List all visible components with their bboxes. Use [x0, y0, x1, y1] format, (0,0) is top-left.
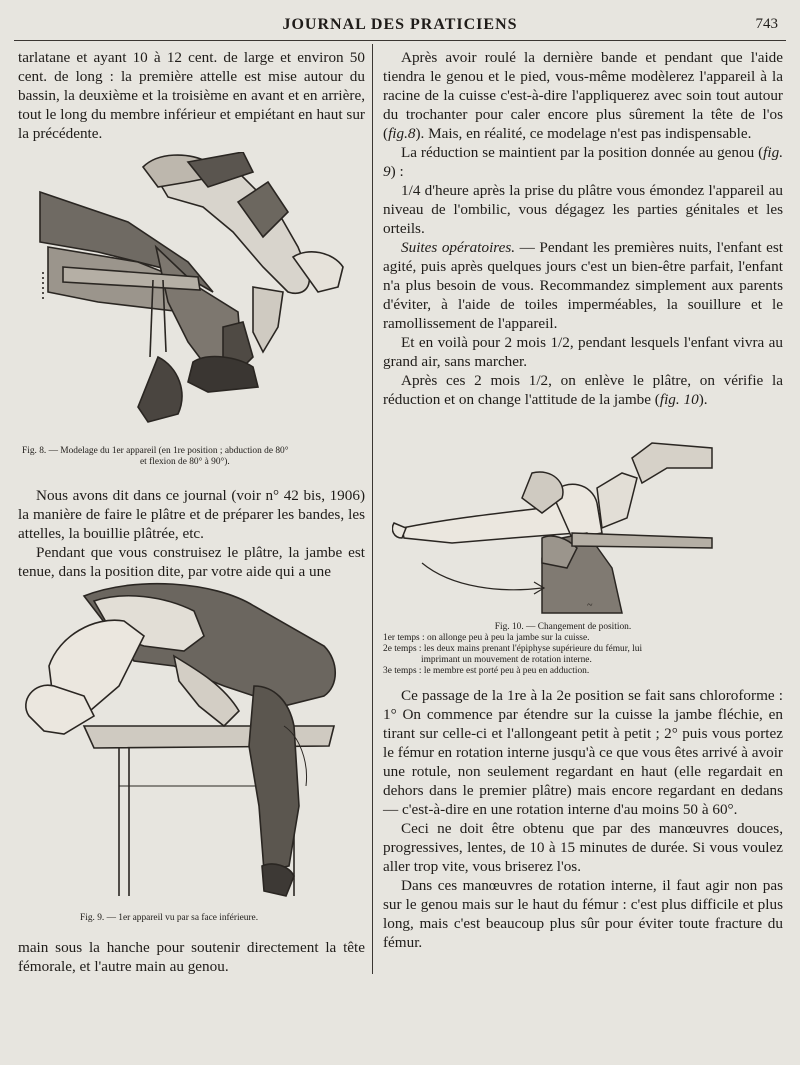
figure-10-caption-line-3: imprimant un mouvement de rotation interne.	[421, 655, 592, 665]
right-paragraph-4	[383, 238, 783, 333]
right-p6-text-a: Après ces 2 mois 1/2, on enlève le plâtre, on vérifie la réduction et on change l'attitude de la jambe (	[383, 372, 783, 408]
figure-10	[392, 438, 722, 618]
left-paragraph-4: main sous la hanche pour soutenir directement la tête fémorale, et l'autre main au genou.	[18, 939, 365, 975]
figure-10-illustration	[392, 438, 722, 618]
right-p1-fig-ref: fig.8	[388, 125, 416, 142]
figure-8-caption-line-2: et flexion de 80° à 90°).	[140, 457, 230, 467]
figure-10-signature: ~	[587, 600, 593, 611]
section-heading-suites: Suites opératoires.	[401, 239, 516, 256]
right-paragraph-6	[383, 371, 783, 409]
right-p4-text: — Pendant les premières nuits, l'enfant est agité, puis après quelques jours c'est un bien-être parfait, l'enfant n'a plus besoin de vous. Recommandez simplement aux parents d'éviter, à l'aide de toiles imperméables, la souillure et le ramollissement de l'appareil.	[383, 239, 783, 332]
journal-title: JOURNAL DES PRATICIENS	[282, 16, 518, 33]
page-number: 743	[755, 16, 778, 32]
figure-10-caption-title: Fig. 10. — Changement de position.	[494, 622, 632, 632]
right-paragraph-5: Et en voilà pour 2 mois 1/2, pendant lesquels l'enfant vivra au grand air, sans marcher.	[383, 334, 783, 370]
figure-10-caption	[383, 622, 783, 677]
figure-8-caption	[22, 446, 367, 468]
left-column-middle	[18, 486, 365, 581]
right-paragraph-1	[383, 48, 783, 143]
right-paragraph-7: Ce passage de la 1re à la 2e position se fait sans chloroforme : 1° On commence par étendre sur la cuisse la jambe fléchie, en tirant sur celle-ci et l'allongeant petit à petit ; 2° puis vous portez le fémur en rotation interne jusqu'à ce que vous êtes arrivé à avoir une rotule, non seulement regardant en haut (elle regardait en dehors dans le premier plâtre) mais encore regardant en dedans — c'est-à-dire en une rotation interne d'au moins 50 à 60°.	[383, 687, 783, 818]
column-divider	[372, 44, 373, 974]
right-p2-text-b: ) :	[390, 163, 404, 180]
right-p6-fig-ref: fig. 10	[659, 391, 699, 408]
figure-10-caption-line-4: 3e temps : le membre est porté peu à peu en adduction.	[383, 666, 590, 676]
right-paragraph-8: Ceci ne doit être obtenu que par des manœuvres douces, progressives, lentes, de 10 à 15 minutes de durée. Si vous voulez aller trop vite, vous briserez l'os.	[383, 820, 783, 875]
left-paragraph-1: tarlatane et ayant 10 à 12 cent. de large et environ 50 cent. de long : la première attelle est mise autour du bassin, la deuxième et la troisième en avant et en arrière, tout le long du membre inférieur et empiétant en haut sur la précédente.	[18, 49, 365, 142]
figure-10-caption-line-2: 2e temps : les deux mains prenant l'épiphyse supérieure du fémur, lui	[383, 644, 643, 654]
figure-8-illustration	[38, 152, 350, 442]
left-column-bottom	[18, 938, 365, 976]
right-p1-text-a: Après avoir roulé la dernière bande et pendant que l'aide tiendra le genou et le pied, vous-même modèlerez l'appareil à la racine de la cuisse c'est-à-dire l'appliquerez avec soin tout autour du trochanter pour caler encore plus sûrement la tête de l'os (	[383, 49, 783, 142]
left-paragraph-2: Nous avons dit dans ce journal (voir n° 42 bis, 1906) la manière de faire le plâtre et de préparer les bandes, les attelles, la bouillie plâtrée, etc.	[18, 487, 365, 542]
figure-9	[24, 576, 354, 904]
page-header	[14, 10, 786, 41]
right-paragraph-9: Dans ces manœuvres de rotation interne, il faut agir non pas sur le genou mais sur le haut du fémur : c'est plus difficile et plus long, mais c'est beaucoup plus sûr pour éviter toute fracture du fémur.	[383, 877, 783, 951]
right-paragraph-3: 1/4 d'heure après la prise du plâtre vous émondez l'appareil au niveau de l'ombilic, vous dégagez les parties génitales et les orteils.	[383, 182, 783, 237]
right-p6-text-b: ).	[698, 391, 708, 408]
left-column-top	[18, 48, 365, 143]
figure-8	[38, 152, 350, 442]
right-p1-text-b: ). Mais, en réalité, ce modelage n'est pas indispensable.	[415, 125, 752, 142]
right-column-top	[383, 48, 783, 409]
left-paragraph-3: Pendant que vous construisez le plâtre, la jambe est tenue, dans la position dite, par votre aide qui a une	[18, 544, 365, 580]
right-p2-text-a: La réduction se maintient par la position donnée au genou (	[401, 144, 764, 161]
right-paragraph-2	[383, 143, 783, 181]
right-column-bottom	[383, 686, 783, 952]
figure-10-caption-line-1: 1er temps : on allonge peu à peu la jambe sur la cuisse.	[383, 633, 590, 643]
figure-8-caption-line-1: Fig. 8. — Modelage du 1er appareil (en 1re position ; abduction de 80°	[22, 446, 289, 456]
figure-9-illustration	[24, 576, 354, 904]
right-p2-fig-ref: fig. 9	[383, 144, 783, 180]
figure-9-caption: Fig. 9. — 1er appareil vu par sa face inférieure.	[80, 913, 259, 923]
